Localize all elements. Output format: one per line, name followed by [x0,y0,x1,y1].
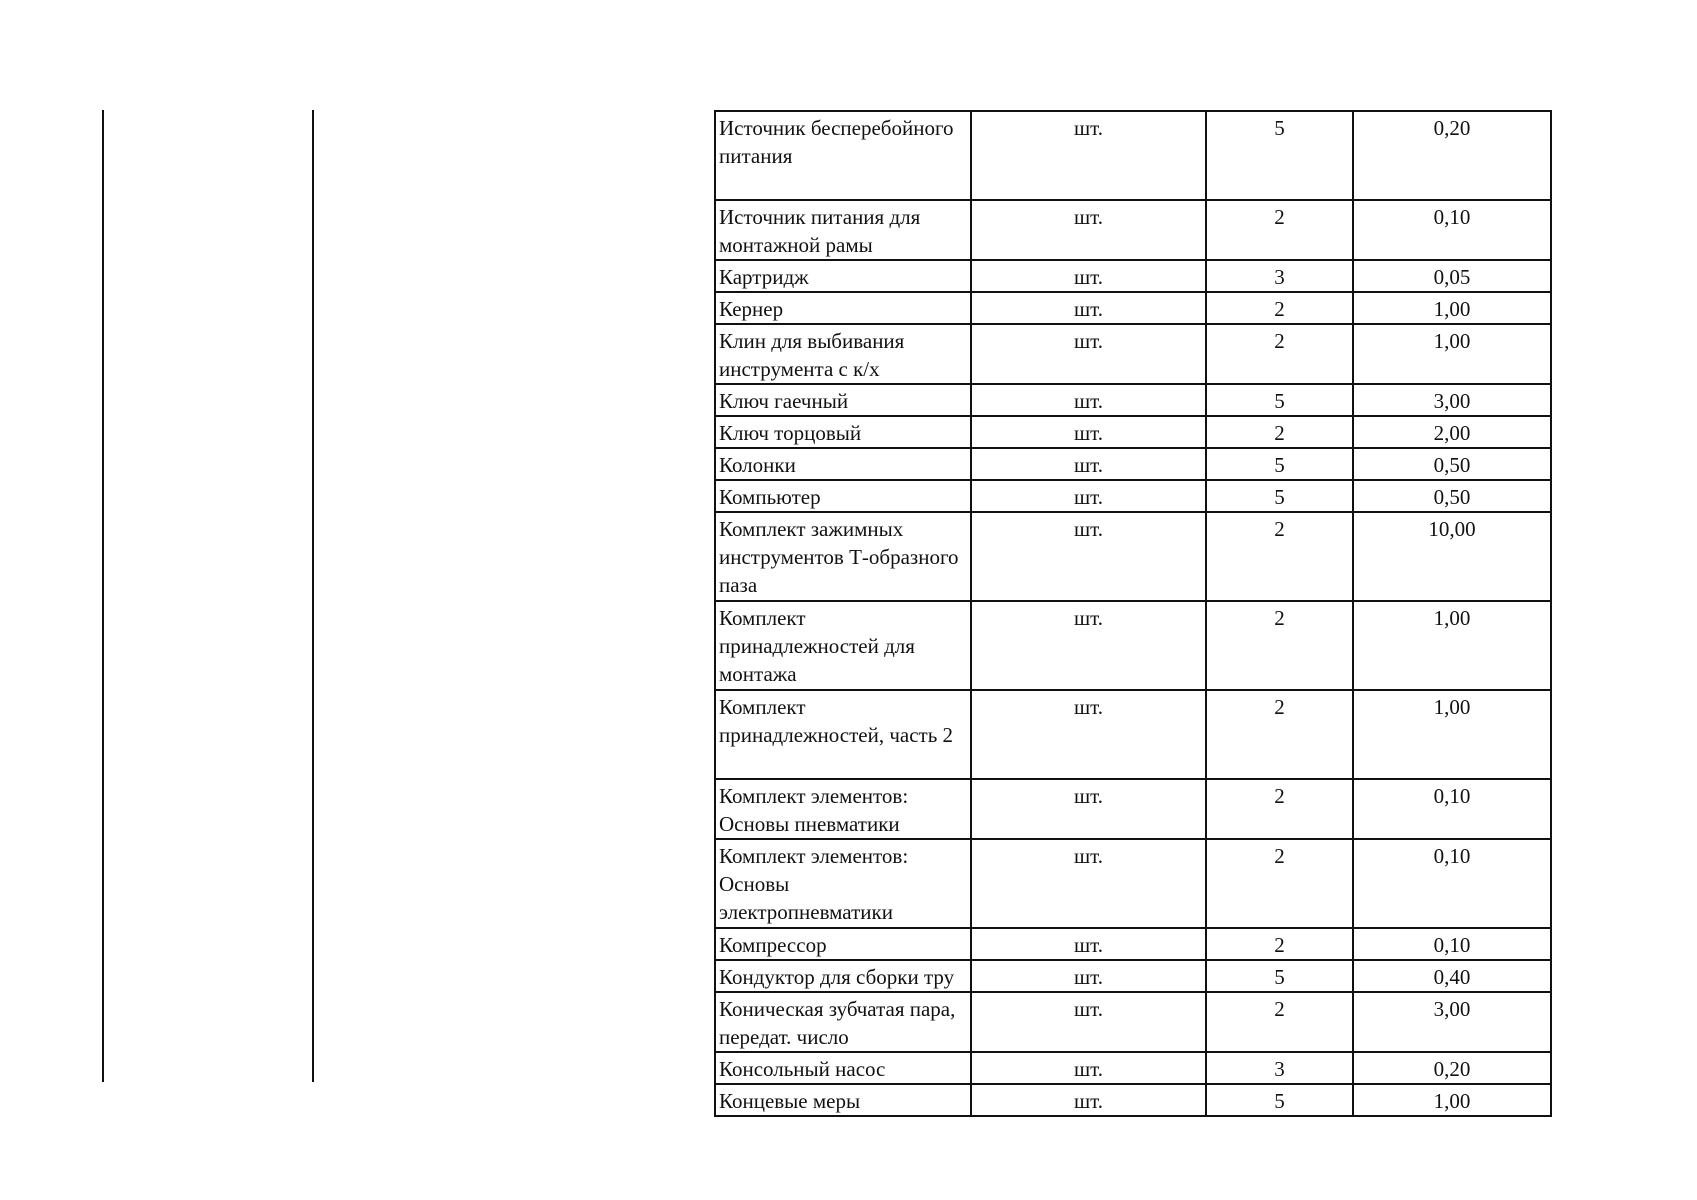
item-quantity: 5 [1206,111,1353,200]
item-quantity: 2 [1206,928,1353,960]
item-unit: шт. [971,292,1206,324]
item-name: Ключ торцовый [715,416,971,448]
table-row [715,690,1551,779]
item-rate: 0,10 [1353,928,1551,960]
item-quantity: 3 [1206,1052,1353,1084]
table-row [715,960,1551,992]
item-unit: шт. [971,200,1206,260]
table-row [715,1052,1551,1084]
item-quantity: 2 [1206,690,1353,779]
equipment-table [714,110,1552,1117]
item-name: Консольный насос [715,1052,971,1084]
second-border-line [312,110,314,1082]
item-unit: шт. [971,416,1206,448]
item-name: Комплект принадлежностей для монтажа [715,601,971,690]
item-rate: 3,00 [1353,992,1551,1052]
item-rate: 10,00 [1353,512,1551,601]
item-quantity: 3 [1206,260,1353,292]
item-rate: 0,20 [1353,111,1551,200]
table-row [715,416,1551,448]
item-unit: шт. [971,1052,1206,1084]
item-rate: 0,10 [1353,779,1551,839]
item-name: Комплект элементов: Основы электропневматики [715,839,971,928]
item-name: Комплект зажимных инструментов Т-образного паза [715,512,971,601]
item-quantity: 2 [1206,292,1353,324]
item-unit: шт. [971,960,1206,992]
item-unit: шт. [971,779,1206,839]
item-name: Источник бесперебойного питания [715,111,971,200]
item-quantity: 5 [1206,384,1353,416]
item-rate: 0,50 [1353,480,1551,512]
table-row [715,324,1551,384]
item-unit: шт. [971,448,1206,480]
item-unit: шт. [971,384,1206,416]
table-row [715,260,1551,292]
item-quantity: 5 [1206,480,1353,512]
table-row [715,292,1551,324]
item-quantity: 2 [1206,512,1353,601]
item-rate: 1,00 [1353,1084,1551,1116]
item-name: Кернер [715,292,971,324]
item-name: Кондуктор для сборки тру [715,960,971,992]
item-rate: 1,00 [1353,324,1551,384]
item-rate: 1,00 [1353,292,1551,324]
item-unit: шт. [971,1084,1206,1116]
table-row [715,839,1551,928]
item-name: Комплект элементов: Основы пневматики [715,779,971,839]
item-quantity: 5 [1206,1084,1353,1116]
item-name: Ключ гаечный [715,384,971,416]
item-unit: шт. [971,690,1206,779]
item-name: Колонки [715,448,971,480]
left-border-line [102,110,104,1082]
table-row [715,480,1551,512]
item-quantity: 2 [1206,416,1353,448]
item-rate: 1,00 [1353,690,1551,779]
item-unit: шт. [971,111,1206,200]
item-name: Компьютер [715,480,971,512]
item-rate: 0,50 [1353,448,1551,480]
table-row [715,200,1551,260]
table-row [715,1084,1551,1116]
table-row [715,928,1551,960]
item-rate: 3,00 [1353,384,1551,416]
item-unit: шт. [971,839,1206,928]
item-rate: 2,00 [1353,416,1551,448]
item-unit: шт. [971,260,1206,292]
table-row [715,384,1551,416]
item-unit: шт. [971,601,1206,690]
item-quantity: 5 [1206,448,1353,480]
item-name: Коническая зубчатая пара, передат. число [715,992,971,1052]
item-rate: 0,10 [1353,839,1551,928]
item-quantity: 2 [1206,200,1353,260]
table-row [715,601,1551,690]
item-name: Концевые меры [715,1084,971,1116]
table-row [715,448,1551,480]
item-quantity: 2 [1206,992,1353,1052]
item-name: Компрессор [715,928,971,960]
item-rate: 0,10 [1353,200,1551,260]
item-unit: шт. [971,992,1206,1052]
item-name: Источник питания для монтажной рамы [715,200,971,260]
item-quantity: 5 [1206,960,1353,992]
item-quantity: 2 [1206,601,1353,690]
table-row [715,992,1551,1052]
item-quantity: 2 [1206,779,1353,839]
item-quantity: 2 [1206,839,1353,928]
item-rate: 0,05 [1353,260,1551,292]
table-row [715,512,1551,601]
item-rate: 1,00 [1353,601,1551,690]
table-row [715,111,1551,200]
item-quantity: 2 [1206,324,1353,384]
item-unit: шт. [971,928,1206,960]
item-unit: шт. [971,324,1206,384]
table-row [715,779,1551,839]
item-rate: 0,20 [1353,1052,1551,1084]
item-name: Комплект принадлежностей, часть 2 [715,690,971,779]
item-name: Клин для выбивания инструмента с к/х [715,324,971,384]
item-unit: шт. [971,480,1206,512]
item-rate: 0,40 [1353,960,1551,992]
item-name: Картридж [715,260,971,292]
item-unit: шт. [971,512,1206,601]
